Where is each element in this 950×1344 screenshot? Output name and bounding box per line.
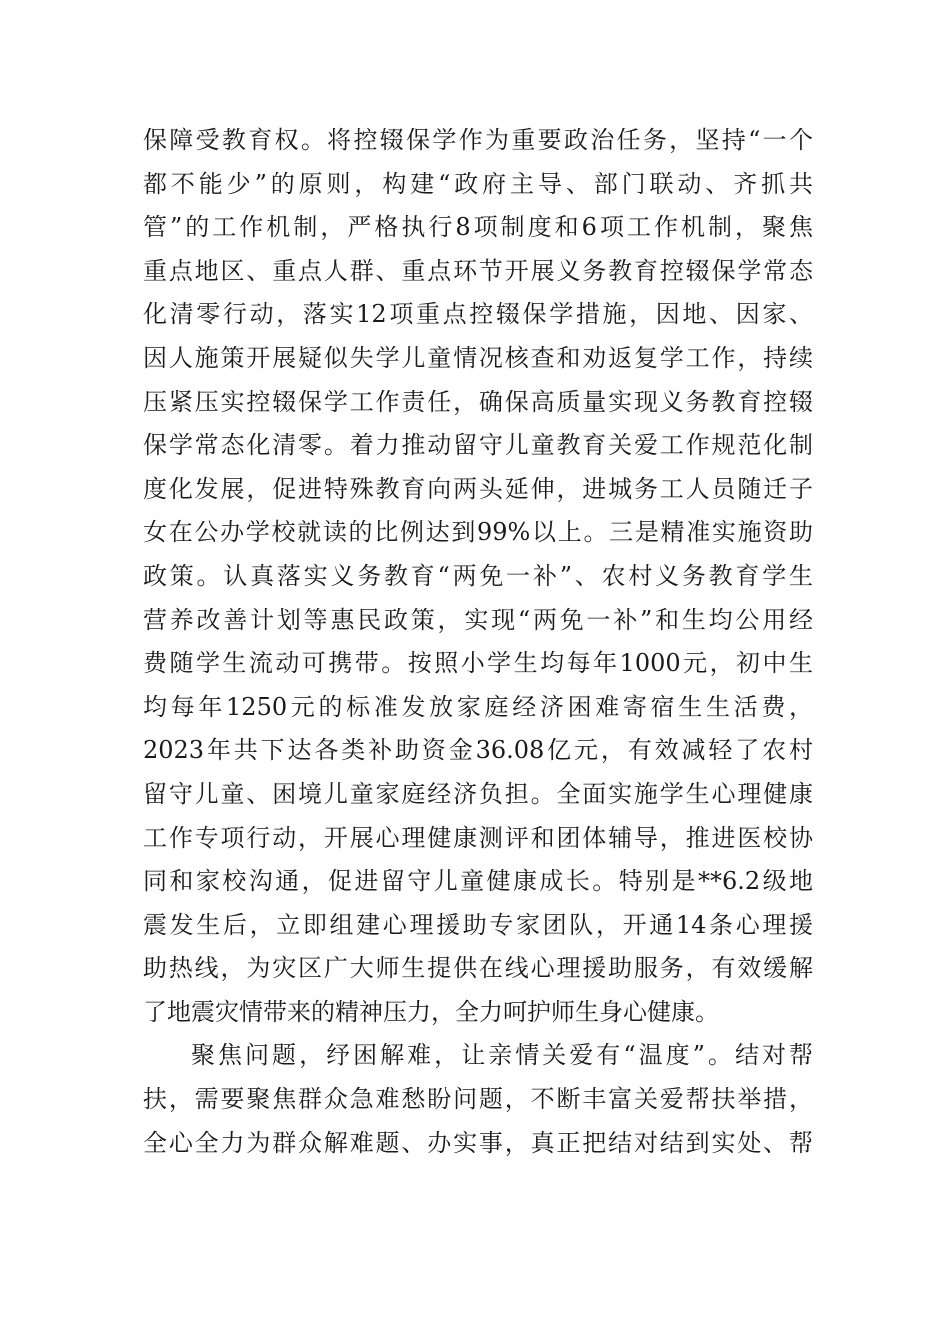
text-line: 均每年1250元的标准发放家庭经济困难寄宿生生活费， [143,692,813,721]
text-line: 度化发展，促进特殊教育向两头延伸，进城务工人员随迁子 [143,474,813,503]
paragraph-1 [143,119,813,1034]
text-line: 政策。认真落实义务教育“两免一补”、农村义务教育学生 [143,561,813,590]
document-body [143,119,813,1165]
text-line: 全心全力为群众解难题、办实事，真正把结对结到实处、帮 [143,1128,813,1157]
text-line: 助热线，为灾区广大师生提供在线心理援助服务，有效缓解 [143,954,813,983]
text-line: 留守儿童、困境儿童家庭经济负担。全面实施学生心理健康 [143,779,813,808]
text-line: 了地震灾情带来的精神压力，全力呵护师生身心健康。 [143,997,719,1026]
text-line: 聚焦问题，纾困解难，让亲情关爱有“温度”。结对帮 [191,1041,813,1070]
paragraph-2 [143,1034,813,1165]
text-line: 化清零行动，落实12项重点控辍保学措施，因地、因家、 [143,300,813,329]
text-line: 营养改善计划等惠民政策，实现“两免一补”和生均公用经 [143,605,813,634]
text-line: 工作专项行动，开展心理健康测评和团体辅导，推进医校协 [143,823,813,852]
text-line: 同和家校沟通，促进留守儿童健康成长。特别是**6.2级地 [143,867,813,896]
text-line: 都不能少”的原则，构建“政府主导、部门联动、齐抓共 [143,169,813,198]
text-line: 重点地区、重点人群、重点环节开展义务教育控辍保学常态 [143,256,813,285]
text-line: 保障受教育权。将控辍保学作为重要政治任务，坚持“一个 [143,126,813,154]
text-line: 震发生后，立即组建心理援助专家团队，开通14条心理援 [143,910,813,939]
text-line: 扶，需要聚焦群众急难愁盼问题，不断丰富关爱帮扶举措， [143,1085,813,1114]
text-line: 保学常态化清零。着力推动留守儿童教育关爱工作规范化制 [143,431,813,460]
text-line: 因人施策开展疑似失学儿童情况核查和劝返复学工作，持续 [143,343,813,372]
text-line: 女在公办学校就读的比例达到99%以上。三是精准实施资助 [143,518,813,547]
text-line: 2023年共下达各类补助资金36.08亿元，有效减轻了农村 [143,736,813,765]
text-line: 费随学生流动可携带。按照小学生均每年1000元，初中生 [143,649,813,678]
text-line: 管”的工作机制，严格执行8项制度和6项工作机制，聚焦 [143,213,813,242]
text-line: 压紧压实控辍保学工作责任，确保高质量实现义务教育控辍 [143,387,813,416]
